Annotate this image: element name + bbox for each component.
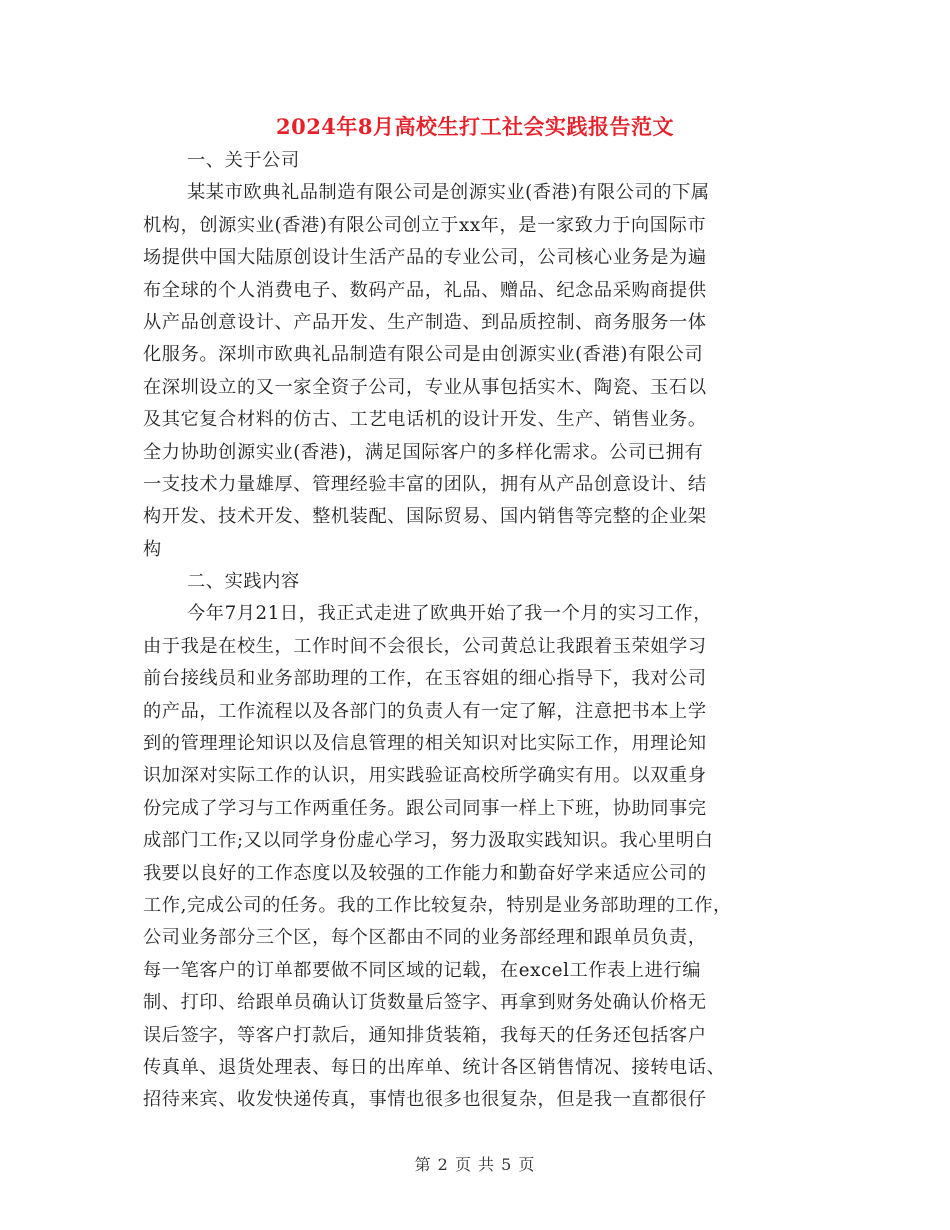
text-line: 的产品，工作流程以及各部门的负责人有一定了解，注意把书本上学 (143, 700, 707, 722)
text-line: 传真单、退货处理表、每日的出库单、统计各区销售情况、接转电话、 (143, 1056, 726, 1078)
text-line: 场提供中国大陆原创设计生活产品的专业公司，公司核心业务是为遍 (143, 247, 707, 269)
text-line: 化服务。深圳市欧典礼品制造有限公司是由创源实业(香港)有限公司 (143, 344, 704, 366)
text-line: 构开发、技术开发、整机装配、国际贸易、国内销售等完整的企业架 (143, 506, 707, 528)
text-line: 到的管理理论知识以及信息管理的相关知识对比实际工作，用理论知 (143, 733, 707, 755)
document-title: 2024年8月高校生打工社会实践报告范文 (275, 114, 675, 139)
text-line: 今年7月21日，我正式走进了欧典开始了我一个月的实习工作， (187, 603, 712, 625)
document-body (143, 145, 811, 1117)
text-line: 识加深对实际工作的认识，用实践验证高校所学确实有用。以双重身 (143, 765, 707, 787)
text-line: 及其它复合材料的仿古、工艺电话机的设计开发、生产、销售业务。 (143, 409, 707, 431)
text-line: 一支技术力量雄厚、管理经验丰富的团队，拥有从产品创意设计、结 (143, 473, 707, 495)
text-line: 我要以良好的工作态度以及较强的工作能力和勤奋好学来适应公司的 (143, 862, 707, 884)
text-line: 全力协助创源实业(香港)，满足国际客户的多样化需求。公司已拥有 (143, 441, 704, 463)
text-line: 由于我是在校生，工作时间不会很长，公司黄总让我跟着玉荣姐学习 (143, 635, 707, 657)
text-line: 误后签字，等客户打款后，通知排货装箱，我每天的任务还包括客户 (143, 1024, 707, 1046)
text-line: 每一笔客户的订单都要做不同区域的记载，在excel工作表上进行编 (143, 959, 702, 981)
text-line: 机构，创源实业(香港)有限公司创立于xx年，是一家致力于向国际市 (143, 214, 707, 236)
text-line: 工作,完成公司的任务。我的工作比较复杂，特别是业务部助理的工作， (143, 894, 732, 916)
text-line: 制、打印、给跟单员确认订货数量后签字、再拿到财务处确认价格无 (143, 992, 707, 1014)
text-line: 在深圳设立的又一家全资子公司，专业从事包括实木、陶瓷、玉石以 (143, 376, 707, 398)
page-footer: 第 2 页 共 5 页 (414, 1155, 536, 1174)
text-line: 布全球的个人消费电子、数码产品，礼品、赠品、纪念品采购商提供 (143, 279, 707, 301)
text-line: 公司业务部分三个区，每个区都由不同的业务部经理和跟单员负责， (143, 927, 707, 949)
text-line: 某某市欧典礼品制造有限公司是创源实业(香港)有限公司的下属 (187, 182, 710, 204)
text-line: 成部门工作;又以同学身份虚心学习，努力汲取实践知识。我心里明白 (143, 830, 714, 852)
text-line: 构 (143, 538, 162, 560)
text-line: 前台接线员和业务部助理的工作，在玉容姐的细心指导下，我对公司 (143, 668, 707, 690)
text-line: 一、关于公司 (187, 150, 300, 171)
text-line: 二、实践内容 (187, 571, 300, 593)
text-line: 从产品创意设计、产品开发、生产制造、到品质控制、商务服务一体 (143, 311, 707, 333)
text-line: 招待来宾、收发快递传真，事情也很多也很复杂，但是我一直都很仔 (143, 1089, 707, 1111)
text-line: 份完成了学习与工作两重任务。跟公司同事一样上下班，协助同事完 (143, 797, 707, 819)
